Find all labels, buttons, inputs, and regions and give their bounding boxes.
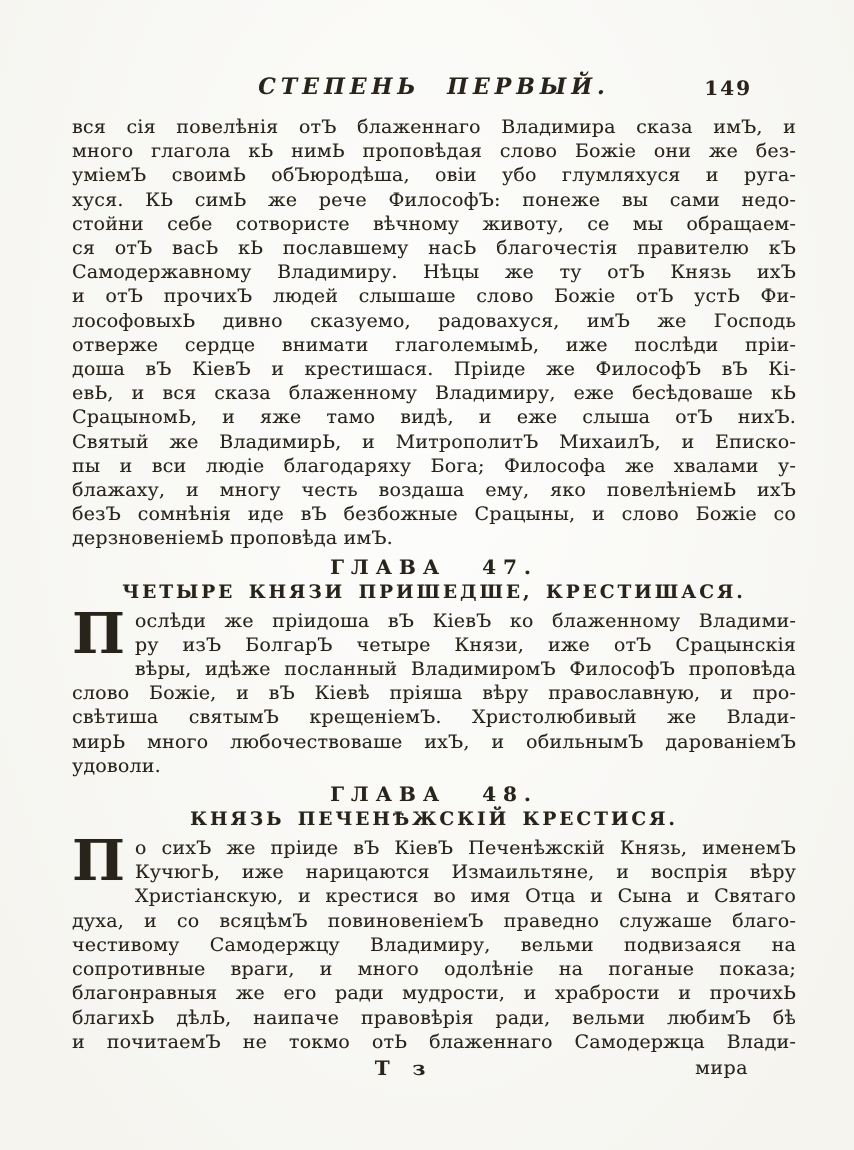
- drop-cap-initial: П: [72, 828, 125, 895]
- text-line: честивому Самодержцу Владимиру, вельми подвизаяся на: [72, 933, 796, 956]
- text-line: ру изЪ БолгарЪ четыре Князи, иже отЪ Срацынскія: [134, 633, 796, 656]
- page-number: 149: [704, 76, 752, 100]
- running-title: СТЕПЕНЬ ПЕРВЫЙ.: [258, 74, 610, 100]
- text-line: лософовыхЬ дивно сказуемо, радовахуся, имЪ же Господь: [72, 309, 796, 332]
- page-footer: [72, 1056, 796, 1082]
- text-line: уміемЪ своимЬ обЪюродѣша, овіи убо глумляхуся и руга-: [72, 164, 796, 187]
- chapter-47-heading: ГЛАВА 47.: [330, 554, 538, 579]
- text-line: и отЪ прочихЪ людей слышаше слово Божіе отЪ устЬ Фи-: [72, 285, 796, 308]
- chapter-48-heading: ГЛАВА 48.: [330, 782, 538, 807]
- text-line: дерзновеніемЬ проповѣда имЪ.: [72, 527, 393, 550]
- text-line: мирЬ много любочествоваше ихЪ, и обильнымЪ дарованіемЪ: [72, 730, 796, 753]
- text-line: благихЬ дѣлЬ, наипаче правовѣрія ради, вельми любимЪ бѣ: [72, 1006, 796, 1029]
- text-line: ся отЪ васЬ кЬ пославшему насЬ благочестія правителю кЪ: [72, 237, 796, 260]
- running-header: [72, 74, 796, 102]
- text-line: ослѣди же пріидоша вЪ КіевЪ ко блаженному Владими-: [134, 609, 796, 632]
- text-line: СрацыномЬ, и яже тамо видѣ, и еже слыша отЪ нихЪ.: [72, 406, 796, 429]
- text-line: КучюгЬ, иже нарицаются Измаильтяне, и воспрія вѣру: [134, 861, 796, 884]
- signature-mark: Т з: [374, 1055, 434, 1080]
- text-line: благонравныя же его ради мудрости, и храбрости и прочихЬ: [72, 982, 796, 1005]
- text-line: Самодержавному Владимиру. Нѣцы же ту отЪ Князь ихЪ: [72, 261, 796, 284]
- text-line: о сихЪ же пріиде вЪ КіевЪ Печенѣжскій Князь, именемЪ: [134, 837, 796, 860]
- text-line: удоволи.: [72, 754, 161, 777]
- text-line: слово Божіе, и вЪ Кіевѣ пріяша вѣру православную, и про-: [72, 682, 796, 705]
- text-line: стойни себе сотвористе вѣчному животу, се мы обращаем-: [72, 212, 796, 235]
- text-line: свѣтиша святымЪ крещеніемЪ. Христолюбивый же Влади-: [72, 706, 796, 729]
- text-line: духа, и со всяцѣмЪ повиновеніемЪ праведно служаше благо-: [72, 909, 796, 932]
- text-line: Святый же ВладимирЬ, и МитрополитЪ МихаилЪ, и Еписко-: [72, 430, 796, 453]
- text-block: [72, 74, 796, 1082]
- text-line: пы и вси людіе благодаряху Бога; Философа же хвалами у-: [72, 454, 796, 477]
- drop-cap-initial: П: [72, 600, 125, 667]
- text-line: сопротивные враги, и много одолѣніе на поганые показа;: [72, 958, 796, 981]
- text-line: вѣры, идѣже посланный ВладимиромЪ ФилософЪ проповѣда: [134, 658, 796, 681]
- text-line: доша вЪ КіевЪ и крестишася. Пріиде же ФилософЪ вЪ Кі-: [72, 358, 796, 381]
- text-line: хуся. КЬ симЬ же рече ФилософЪ: понеже вы сами недо-: [72, 188, 796, 211]
- text-line: безЪ сомнѣнія иде вЪ безбожные Срацыны, и слово Божіе со: [72, 503, 796, 526]
- text-line: вся сія повелѣнія отЪ блаженнаго Владимира сказа имЪ, и: [72, 116, 796, 138]
- chapter-47-paragraph: [72, 600, 796, 778]
- chapter-47-subtitle: ЧЕТЫРЕ КНЯЗИ ПРИШЕДШЕ, КРЕСТИШАСЯ.: [122, 581, 746, 603]
- chapter-48-subtitle: КНЯЗЬ ПЕЧЕНѢЖСКІЙ КРЕСТИСЯ.: [190, 809, 678, 831]
- text-line: отверже сердце внимати глаголемымЬ, иже послѣди пріи-: [72, 333, 796, 356]
- chapter-48-paragraph: [72, 828, 796, 1054]
- catchword: мира: [695, 1056, 748, 1079]
- paragraph-continuation: [72, 115, 796, 551]
- text-line: евЬ, и вся сказа блаженному Владимиру, еже бесѣдоваше кЬ: [72, 382, 796, 405]
- text-line: много глагола кЬ нимЬ проповѣдая слово Божіе они же без-: [72, 140, 796, 163]
- text-line: блажаху, и многу честь воздаша ему, яко повелѣніемЬ ихЪ: [72, 479, 796, 502]
- text-line: Христіанскую, и крестися во имя Отца и Сына и Святаго: [134, 885, 796, 908]
- text-line: и почитаемЪ не токмо отЬ блаженнаго Самодержца Влади-: [72, 1030, 796, 1053]
